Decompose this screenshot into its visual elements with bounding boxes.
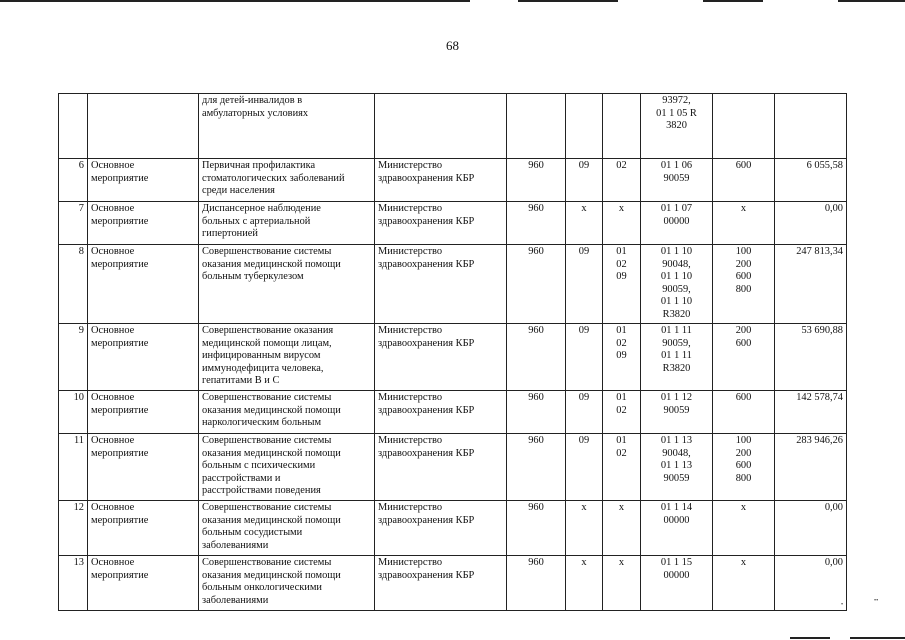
row-amount: 53 690,88 — [775, 324, 847, 391]
row-grbs-code: 960 — [507, 324, 566, 391]
row-section-code: 09 — [566, 434, 603, 501]
row-subsection-code — [603, 94, 641, 159]
row-number: 12 — [59, 501, 88, 556]
row-name: Совершенствование системы оказания медицинской помощи больным с психическими расстройствами и расстройствами поведения — [199, 434, 375, 501]
row-target-article: 01 1 12 90059 — [641, 391, 713, 434]
row-type: Основное мероприятие — [88, 434, 199, 501]
row-grbs-code: 960 — [507, 501, 566, 556]
scan-edge-line — [850, 637, 905, 639]
row-type: Основное мероприятие — [88, 202, 199, 245]
row-number: 11 — [59, 434, 88, 501]
scan-edge-line — [790, 637, 830, 639]
row-amount: 283 946,26 — [775, 434, 847, 501]
row-expense-type: 100 200 600 800 — [713, 434, 775, 501]
row-grbs-code: 960 — [507, 391, 566, 434]
row-subsection-code: х — [603, 556, 641, 611]
row-grbs-code: 960 — [507, 159, 566, 202]
row-amount: 0,00 — [775, 501, 847, 556]
row-subsection-code: 01 02 09 — [603, 245, 641, 324]
row-name: для детей-инвалидов в амбулаторных условиях — [199, 94, 375, 159]
row-name: Совершенствование системы оказания медицинской помощи больным туберкулезом — [199, 245, 375, 324]
row-expense-type: 100 200 600 800 — [713, 245, 775, 324]
row-number: 6 — [59, 159, 88, 202]
row-executor: Министерство здравоохранения КБР — [375, 434, 507, 501]
row-type: Основное мероприятие — [88, 245, 199, 324]
row-executor: Министерство здравоохранения КБР — [375, 501, 507, 556]
row-expense-type: х — [713, 501, 775, 556]
row-subsection-code: 01 02 — [603, 391, 641, 434]
row-target-article: 01 1 15 00000 — [641, 556, 713, 611]
row-target-article: 01 1 11 90059, 01 1 11 R3820 — [641, 324, 713, 391]
row-name: Совершенствование системы оказания медицинской помощи наркологическим больным — [199, 391, 375, 434]
row-expense-type: 600 — [713, 159, 775, 202]
scan-edge-line — [838, 0, 905, 2]
row-target-article: 01 1 13 90048, 01 1 13 90059 — [641, 434, 713, 501]
row-section-code: 09 — [566, 159, 603, 202]
page-number: 68 — [446, 38, 459, 53]
row-number: 10 — [59, 391, 88, 434]
row-target-article: 93972, 01 1 05 R 3820 — [641, 94, 713, 159]
row-section-code: х — [566, 556, 603, 611]
row-section-code: 09 — [566, 391, 603, 434]
row-grbs-code — [507, 94, 566, 159]
row-executor: Министерство здравоохранения КБР — [375, 202, 507, 245]
row-type: Основное мероприятие — [88, 324, 199, 391]
row-subsection-code: х — [603, 501, 641, 556]
row-subsection-code: х — [603, 202, 641, 245]
row-amount — [775, 94, 847, 159]
row-name: Первичная профилактика стоматологических заболеваний среди населения — [199, 159, 375, 202]
row-expense-type: 200 600 — [713, 324, 775, 391]
row-number: 13 — [59, 556, 88, 611]
row-type: Основное мероприятие — [88, 159, 199, 202]
row-subsection-code: 01 02 — [603, 434, 641, 501]
row-section-code — [566, 94, 603, 159]
row-type: Основное мероприятие — [88, 501, 199, 556]
row-section-code: х — [566, 202, 603, 245]
row-type: Основное мероприятие — [88, 391, 199, 434]
row-amount: 247 813,34 — [775, 245, 847, 324]
table-row — [59, 159, 847, 202]
table-row — [59, 434, 847, 501]
row-expense-type: х — [713, 202, 775, 245]
table-row — [59, 202, 847, 245]
row-number: 8 — [59, 245, 88, 324]
row-executor — [375, 94, 507, 159]
table-row — [59, 501, 847, 556]
row-name: Совершенствование системы оказания медицинской помощи больным сосудистыми заболеваниями — [199, 501, 375, 556]
row-amount: 142 578,74 — [775, 391, 847, 434]
row-number: 7 — [59, 202, 88, 245]
row-expense-type — [713, 94, 775, 159]
scan-edge-line — [703, 0, 763, 2]
row-executor: Министерство здравоохранения КБР — [375, 245, 507, 324]
row-grbs-code: 960 — [507, 434, 566, 501]
row-number: 9 — [59, 324, 88, 391]
row-target-article: 01 1 10 90048, 01 1 10 90059, 01 1 10 R3820 — [641, 245, 713, 324]
row-executor: Министерство здравоохранения КБР — [375, 556, 507, 611]
row-executor: Министерство здравоохранения КБР — [375, 324, 507, 391]
row-number — [59, 94, 88, 159]
row-name: Совершенствование системы оказания медицинской помощи больным онкологическими заболеваниями — [199, 556, 375, 611]
scan-speck: •• — [874, 598, 879, 604]
row-target-article: 01 1 07 00000 — [641, 202, 713, 245]
row-executor: Министерство здравоохранения КБР — [375, 391, 507, 434]
budget-table — [58, 93, 847, 611]
table-row — [59, 556, 847, 611]
row-section-code: 09 — [566, 245, 603, 324]
row-name: Совершенствование оказания медицинской помощи лицам, инфицированным вирусом иммунодефицита человека, гепатитами В и С — [199, 324, 375, 391]
table-row — [59, 391, 847, 434]
row-executor: Министерство здравоохранения КБР — [375, 159, 507, 202]
row-section-code: 09 — [566, 324, 603, 391]
row-expense-type: х — [713, 556, 775, 611]
row-amount: 0,00 — [775, 556, 847, 611]
row-type — [88, 94, 199, 159]
scan-edge-line — [518, 0, 618, 2]
scan-speck: • — [841, 602, 844, 608]
table-row — [59, 324, 847, 391]
row-amount: 0,00 — [775, 202, 847, 245]
row-subsection-code: 02 — [603, 159, 641, 202]
table-row — [59, 94, 847, 159]
row-type: Основное мероприятие — [88, 556, 199, 611]
row-grbs-code: 960 — [507, 245, 566, 324]
row-subsection-code: 01 02 09 — [603, 324, 641, 391]
table-row — [59, 245, 847, 324]
row-grbs-code: 960 — [507, 202, 566, 245]
row-expense-type: 600 — [713, 391, 775, 434]
row-name: Диспансерное наблюдение больных с артериальной гипертонией — [199, 202, 375, 245]
row-grbs-code: 960 — [507, 556, 566, 611]
row-section-code: х — [566, 501, 603, 556]
row-target-article: 01 1 14 00000 — [641, 501, 713, 556]
table-body — [59, 94, 847, 611]
row-target-article: 01 1 06 90059 — [641, 159, 713, 202]
row-amount: 6 055,58 — [775, 159, 847, 202]
scan-edge-line — [0, 0, 470, 2]
